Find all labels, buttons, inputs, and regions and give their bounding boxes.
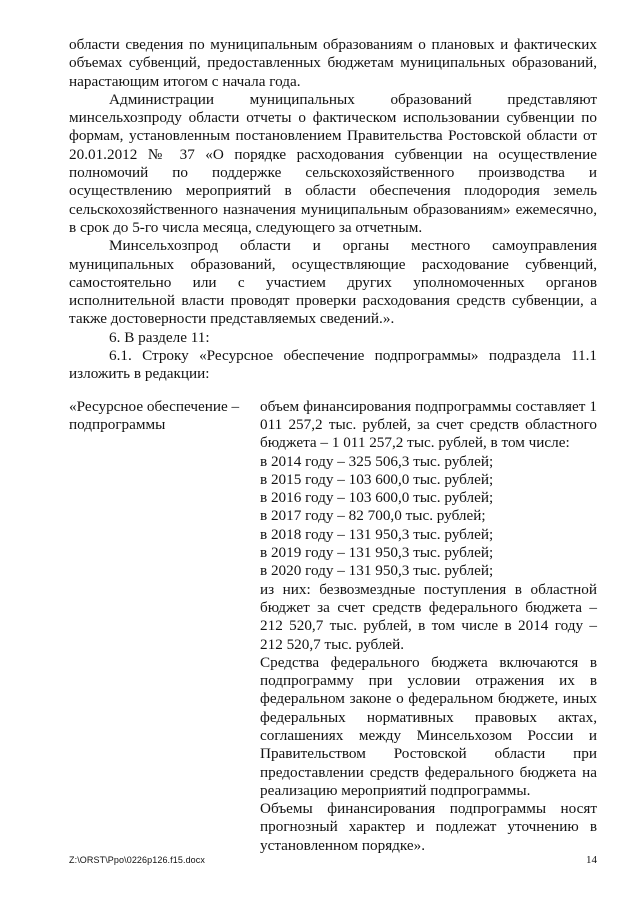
spacer <box>69 384 597 398</box>
resource-table-content <box>260 398 597 855</box>
funding-year-2016: в 2016 году – 103 600,0 тыс. рублей; <box>260 489 494 507</box>
paragraph-amend-row: 6.1. Строку «Ресурсное обеспечение подпрограммы» подраздела 11.1 изложить в редакции: <box>69 347 597 383</box>
document-body <box>69 36 597 855</box>
funding-year-2020: в 2020 году – 131 950,3 тыс. рублей; <box>260 562 494 580</box>
funding-year-2017: в 2017 году – 82 700,0 тыс. рублей; <box>260 507 486 525</box>
paragraph-administrations-reports: Администрации муниципальных образований представляют минсельхозпроду области отчеты о фактическом использовании субвенции по формам, установленным постановлением Правительства Ростовской области от 20.01.2012 № 37 «О порядке расходования субвенции на осуществление полномочий по поддержке сельскохозяйственного производства и осуществлению мероприятий в области обеспечения плодородия земель сельскохозяйственного назначения муниципальным образованиям» ежемесячно, в срок до 5-го числа месяца, следующего за отчетным. <box>69 90 597 236</box>
paragraph-section-11: 6. В разделе 11: <box>109 328 210 346</box>
forecast-note: Объемы финансирования подпрограммы носят прогнозный характер и подлежат уточнению в установленном порядке». <box>260 800 597 854</box>
funding-year-2014: в 2014 году – 325 506,3 тыс. рублей; <box>260 452 494 470</box>
resource-table-label: «Ресурсное обеспечение – подпрограммы <box>69 397 240 433</box>
funding-year-2015: в 2015 году – 103 600,0 тыс. рублей; <box>260 470 494 488</box>
federal-receipts: из них: безвозмездные поступления в областной бюджет за счет средств федерального бюджета – 212 520,7 тыс. рублей, в том числе в 2014 году – 212 520,7 тыс. рублей. <box>260 580 597 653</box>
funding-total: объем финансирования подпрограммы составляет 1 011 257,2 тыс. рублей, за счет средств областного бюджета – 1 011 257,2 тыс. рублей, в том числе: <box>260 397 597 452</box>
funding-year-2019: в 2019 году – 131 950,3 тыс. рублей; <box>260 544 494 562</box>
funding-year-2018: в 2018 году – 131 950,3 тыс. рублей; <box>260 525 494 543</box>
federal-funds-condition: Средства федерального бюджета включаются в подпрограмму при условии отражения их в федеральном законе о федеральном бюджете, иных федеральных нормативных правовых актах, соглашениях между Минсельхозом России и Правительством Ростовской области при предоставлении средств федерального бюджета на реализацию мероприятий подпрограммы. <box>260 653 597 799</box>
footer-file-path: Z:\ORST\Ppo\0226p126.f15.docx <box>69 855 205 865</box>
paragraph-subvention-reporting: области сведения по муниципальным образованиям о плановых и фактических объемах субвенций, предоставленных бюджетам муниципальных образований, нарастающим итогом с начала года. <box>69 36 597 90</box>
resource-table <box>69 398 597 855</box>
footer-page-number: 14 <box>586 854 597 866</box>
paragraph-inspections: Минсельхозпрод области и органы местного самоуправления муниципальных образований, осуществляющие расходование субвенций, самостоятельно или с участием других уполномоченных органов исполнительной власти проводят проверки расходования средств субвенции, а также достоверности представляемых сведений.». <box>69 237 597 328</box>
